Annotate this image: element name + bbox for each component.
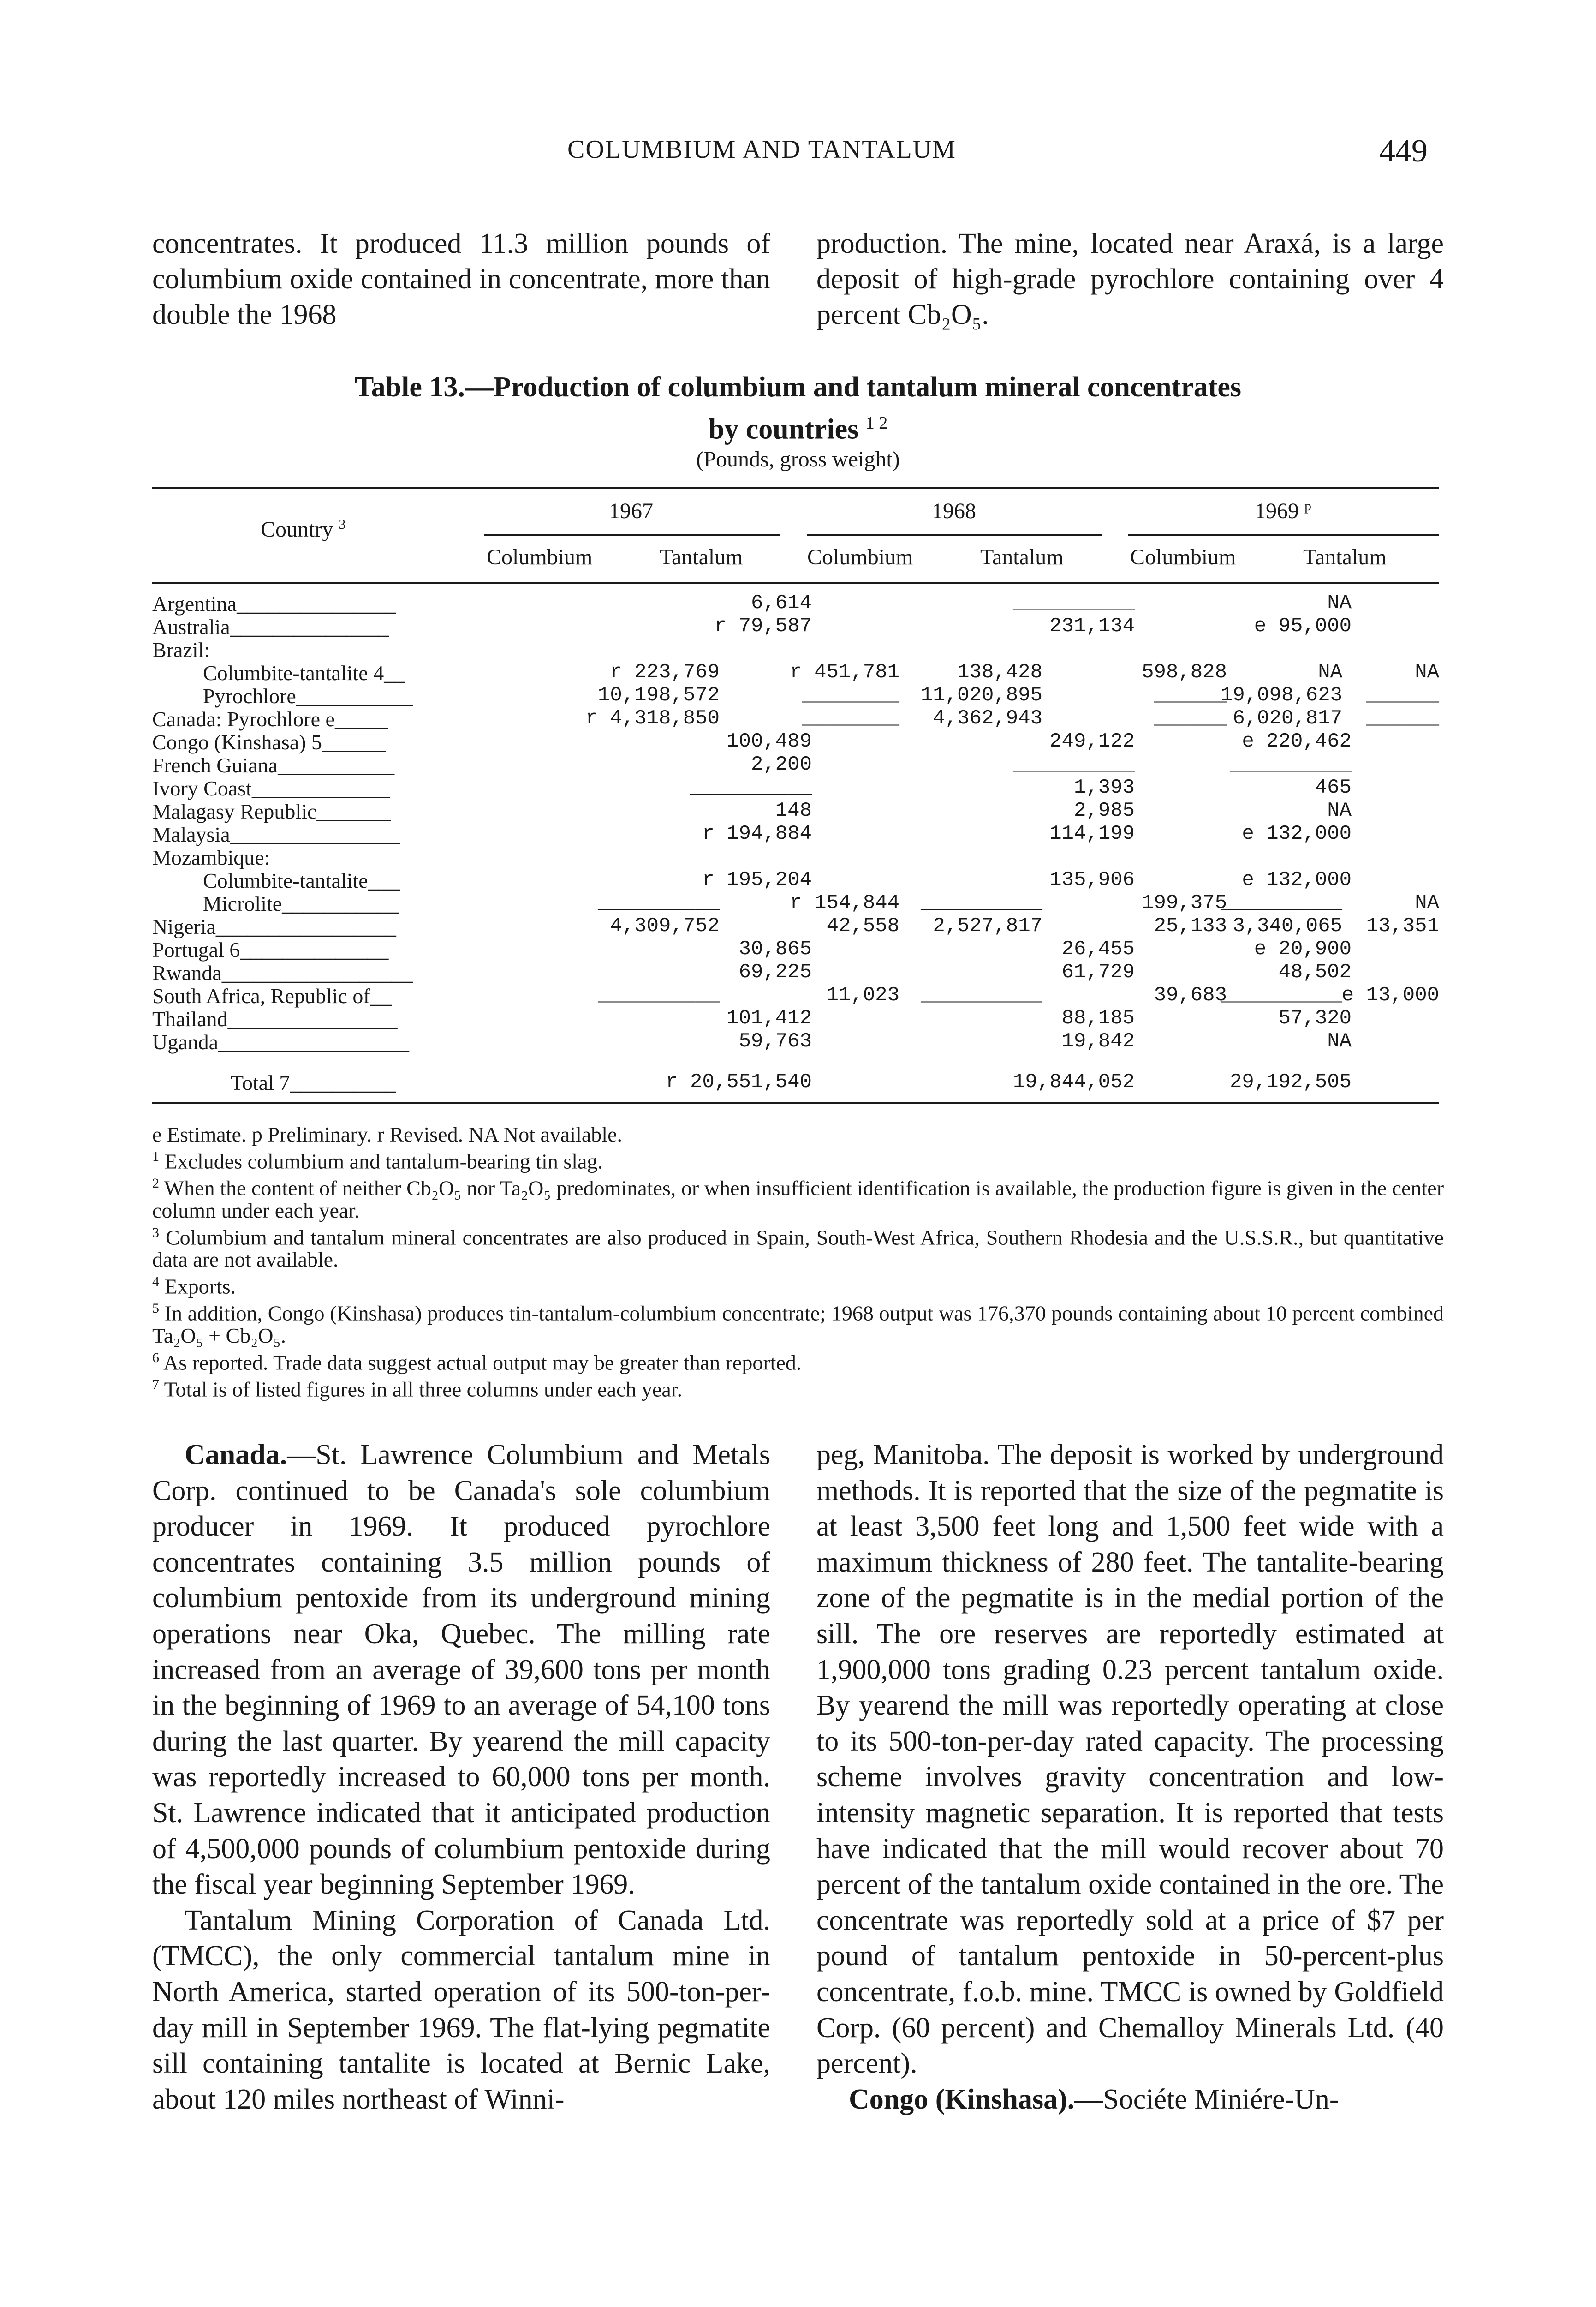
value-1968: 135,906	[1049, 868, 1135, 891]
year-header-1969	[1255, 498, 1311, 524]
table-title-line1: Table 13.—Production of columbium and tantalum mineral concentrates	[354, 371, 1242, 403]
table-row-thailand	[152, 1007, 1439, 1029]
value-1969: __________	[1229, 753, 1352, 776]
value-1968: 2,985	[1073, 799, 1135, 822]
table-title	[152, 369, 1444, 448]
year-1967-underline	[484, 534, 780, 536]
value-1968: 19,842	[1061, 1030, 1135, 1053]
value-1967-tantalum: 42,558	[826, 914, 899, 938]
value-1969: NA	[1327, 1030, 1352, 1053]
table-row-brazil-columbite-tantalite	[152, 661, 1439, 683]
value-1969-columbium: 3,340,065	[1233, 914, 1342, 938]
table-row-mozambique	[152, 845, 1439, 867]
value-1969-tantalum: ______	[1366, 707, 1439, 730]
value-1969: NA	[1327, 799, 1352, 822]
value-1967: __________	[690, 776, 812, 799]
subheader-columbium-1969: Columbium	[1130, 545, 1236, 569]
table-row-ivory-coast	[152, 776, 1439, 798]
value-1967-columbium: r 223,769	[610, 661, 720, 684]
value-1967: 59,763	[738, 1030, 812, 1053]
table-top-rule	[152, 487, 1439, 489]
paragraph-tmcc: Tantalum Mining Corporation of Canada Ltd. (TMCC), the only commercial tantalum mine in North America, started operation of its 500-ton-per-day mill in September 1969. The flat-lying pegmatite sill containing tantalite is located at Bernic Lake, about 120 miles northeast of Winni-	[152, 1904, 770, 2115]
value-1967: 2,200	[750, 753, 812, 776]
table-title-line2-text: by countries	[708, 413, 859, 445]
intro-left-column: concentrates. It produced 11.3 million pounds of columbium oxide contained in concentrate, more than double the 1968	[152, 228, 770, 330]
row-label: Malagasy Republic_______	[152, 800, 391, 823]
year-1968-underline	[807, 534, 1102, 536]
value-1967: r 194,884	[702, 822, 812, 845]
value-1967-columbium: 10,198,572	[597, 684, 720, 707]
value-1969-columbium: __________	[1220, 891, 1342, 914]
value-1968: 26,455	[1061, 938, 1135, 961]
row-label: Thailand________________	[152, 1007, 398, 1031]
value-1968-columbium: __________	[920, 984, 1042, 1007]
row-label: South Africa, Republic of__	[152, 984, 392, 1008]
value-1968: 61,729	[1061, 961, 1135, 984]
table-row-mozambique-columbite-tantalite	[152, 868, 1439, 891]
body-left-column	[152, 1437, 770, 2117]
table-row-nigeria	[152, 914, 1439, 937]
footnote-1-text: Excludes columbium and tantalum-bearing tin slag.	[164, 1149, 603, 1173]
footnote-legend: e Estimate. p Preliminary. r Revised. NA Not available.	[152, 1123, 622, 1146]
row-label: Brazil:	[152, 638, 210, 662]
row-label: Columbite-tantalite 4__	[203, 661, 405, 685]
footnote-4-text: Exports.	[164, 1274, 236, 1298]
table-row-uganda	[152, 1030, 1439, 1052]
row-label: Columbite-tantalite___	[203, 869, 400, 892]
footnote-4: $^4$ Exports.	[152, 1273, 236, 1298]
value-1968-tantalum: 25,133	[1154, 914, 1227, 938]
table-header-rule	[152, 582, 1439, 584]
value-1969-tantalum: ______	[1366, 684, 1439, 707]
value-1968-tantalum: 598,828	[1142, 661, 1227, 684]
value-1967: r 79,587	[714, 615, 812, 638]
value-1968-tantalum: 199,375	[1142, 891, 1227, 914]
column-header-country	[261, 517, 345, 542]
value-1967: r 195,204	[702, 868, 812, 891]
table-row-malagasy-republic	[152, 799, 1439, 821]
row-label: Congo (Kinshasa) 5______	[152, 730, 386, 754]
value-1967: 69,225	[738, 961, 812, 984]
value-1967-tantalum: r 154,844	[790, 891, 899, 914]
value-1969-columbium: __________	[1220, 984, 1342, 1007]
row-label: Malaysia________________	[152, 823, 400, 846]
value-1967: 100,489	[727, 730, 812, 753]
column-header-country-sup: 3	[339, 517, 346, 532]
value-1969-columbium: 6,020,817	[1233, 707, 1342, 730]
value-1968-columbium: 138,428	[957, 661, 1042, 684]
table-title-footnote-refs: 1 2	[865, 413, 888, 433]
value-1968-columbium: 2,527,817	[933, 914, 1042, 938]
footnote-6-text: As reported. Trade data suggest actual output may be greater than reported.	[163, 1350, 802, 1374]
value-1967-columbium: __________	[597, 984, 720, 1007]
table-footnotes	[152, 1124, 1444, 1400]
value-1968-tantalum: 39,683	[1154, 984, 1227, 1007]
row-label: Rwanda__________________	[152, 961, 413, 985]
value-1968: 249,122	[1049, 730, 1135, 753]
value-1969: 57,320	[1278, 1007, 1352, 1030]
table-row-malaysia	[152, 822, 1439, 844]
value-1968: __________	[1012, 753, 1135, 776]
table-row-canada-pyrochlore	[152, 707, 1439, 729]
table-bottom-rule	[152, 1102, 1439, 1104]
footnote-6: $^6$ As reported. Trade data suggest actual output may be greater than reported.	[152, 1350, 802, 1374]
value-1969-tantalum: 13,351	[1366, 914, 1439, 938]
table-row-portugal	[152, 938, 1439, 960]
value-1969-columbium: NA	[1318, 661, 1342, 684]
value-1968: 114,199	[1049, 822, 1135, 845]
row-label: Canada: Pyrochlore e_____	[152, 707, 388, 731]
year-header-1969-text: 1969	[1255, 499, 1299, 523]
footnote-3-text: Columbium and tantalum mineral concentrates are also produced in Spain, South-West Africa, Southern Rhodesia and the U.S.S.R., but quantitative data are not available.	[152, 1225, 1444, 1271]
value-1969-columbium: 19,098,623	[1220, 684, 1342, 707]
canada-heading: Canada.	[185, 1439, 287, 1470]
table-title-line2	[152, 405, 1444, 448]
table-row-congo-kinshasa	[152, 730, 1439, 752]
value-1967-columbium: __________	[597, 891, 720, 914]
value-1968-tantalum: ______	[1154, 684, 1227, 707]
canada-text: —St. Lawrence Columbium and Metals Corp. continued to be Canada's sole columbium producer in 1969. It produced pyrochlore concentrates containing 3.5 million pounds of columbium pentoxide from its underground mining operations near Oka, Quebec. The milling rate increased from an average of 39,600 tons per month in the beginning of 1969 to an average of 54,100 tons during the last quarter. By yearend the mill capacity was reportedly increased to 60,000 tons per month. St. Lawrence indicated that it anticipated production of 4,500,000 pounds of columbium pentoxide during the fiscal year beginning September 1969.	[152, 1439, 770, 1901]
value-1969: e 132,000	[1242, 822, 1352, 845]
value-1968: 231,134	[1049, 615, 1135, 638]
value-1969: e 132,000	[1242, 868, 1352, 891]
value-1967: 30,865	[738, 938, 812, 961]
table-row-total	[152, 1070, 1439, 1093]
year-header-1969-sup: p	[1304, 498, 1311, 514]
row-label: Nigeria_________________	[152, 915, 396, 938]
value-1969-tantalum: NA	[1415, 891, 1439, 914]
row-label: Australia_______________	[152, 615, 389, 639]
subheader-columbium-1968: Columbium	[807, 545, 913, 569]
table-unit: (Pounds, gross weight)	[696, 447, 900, 472]
footnote-5: $^5$ In addition, Congo (Kinshasa) produces tin-tantalum-columbium concentrate; 1968 output was 176,370 pounds containing about 10 percent combined Ta₂O₅ + Cb₂O₅.	[152, 1301, 1444, 1347]
value-1968: 88,185	[1061, 1007, 1135, 1030]
column-header-country-text: Country	[261, 517, 333, 542]
paragraph-canada	[152, 1437, 770, 1903]
value-1968-columbium: 11,020,895	[920, 684, 1042, 707]
paragraph-tmcc-continued: peg, Manitoba. The deposit is worked by underground methods. It is reported that the size of the pegmatite is at least 3,500 feet long and 1,500 feet wide with a maximum thickness of 280 feet. The tantalite-bearing zone of the pegmatite is in the medial portion of the sill. The ore reserves are reportedly estimated at 1,900,000 tons grading 0.23 percent tantalum oxide. By yearend the mill was reportedly operating at close to its 500-ton-per-day rated capacity. The processing scheme involves gravity concentration and low-intensity magnetic separation. It is reported that tests have indicated that the mill would recover about 70 percent of the tantalum oxide contained in the ore. The concentrate was reportedly sold at a price of $7 per pound of tantalum pentoxide in 50-percent-plus concentrate, f.o.b. mine. TMCC is owned by Goldfield Corp. (60 percent) and Chemalloy Minerals Ltd. (40 percent).	[816, 1439, 1444, 2080]
row-label: Mozambique:	[152, 846, 270, 869]
value-1968-tantalum: ______	[1154, 707, 1227, 730]
value-1968: 19,844,052	[1012, 1070, 1135, 1094]
year-header-1967: 1967	[609, 499, 653, 523]
table-row-mozambique-microlite	[152, 891, 1439, 914]
table-row-australia	[152, 615, 1439, 637]
year-header-1968: 1968	[932, 499, 976, 523]
congo-text: —Sociéte Miniére-Un-	[1074, 2083, 1339, 2115]
table-row-south-africa	[152, 984, 1439, 1006]
table-row-argentina	[152, 592, 1439, 614]
footnote-3: $^3$ Columbium and tantalum mineral concentrates are also produced in Spain, South-West Africa, Southern Rhodesia and the U.S.S.R., but quantitative data are not available.	[152, 1225, 1444, 1271]
footnote-1: $^1$ Excludes columbium and tantalum-bearing tin slag.	[152, 1149, 603, 1173]
value-1968: 1,393	[1073, 776, 1135, 799]
body-right-column	[816, 1437, 1444, 2117]
value-1967: 148	[775, 799, 812, 822]
value-1969: 48,502	[1278, 961, 1352, 984]
row-label: Uganda__________________	[152, 1030, 410, 1054]
footnote-2-text: When the content of neither Cb₂O₅ nor Ta₂O₅ predominates, or when insufficient identification is available, the production figure is given in the center column under each year.	[152, 1176, 1444, 1222]
page-number: 449	[1379, 133, 1428, 169]
row-label: Portugal 6______________	[152, 938, 389, 962]
value-1967-tantalum: r 451,781	[790, 661, 899, 684]
value-1969: 465	[1315, 776, 1352, 799]
value-1969: e 20,900	[1254, 938, 1352, 961]
subheader-tantalum-1967: Tantalum	[660, 545, 743, 569]
value-1969: e 95,000	[1254, 615, 1352, 638]
row-label: Ivory Coast_____________	[152, 777, 390, 800]
paragraph-congo	[816, 2082, 1444, 2118]
running-title: COLUMBIUM AND TANTALUM	[567, 135, 956, 164]
value-1967: r 20,551,540	[666, 1070, 812, 1094]
value-1967-columbium: r 4,318,850	[585, 707, 720, 730]
table-row-rwanda	[152, 961, 1439, 983]
row-label: Microlite___________	[203, 892, 399, 915]
value-1967-tantalum: ________	[802, 707, 899, 730]
year-1969-underline	[1128, 534, 1439, 536]
value-1968-columbium: __________	[920, 891, 1042, 914]
value-1969: 29,192,505	[1229, 1070, 1352, 1094]
subheader-tantalum-1969: Tantalum	[1303, 545, 1387, 569]
value-1969-tantalum: NA	[1415, 661, 1439, 684]
value-1967-tantalum: ________	[802, 684, 899, 707]
value-1967: 101,412	[727, 1007, 812, 1030]
value-1967-tantalum: 11,023	[826, 984, 899, 1007]
footnote-5-text: In addition, Congo (Kinshasa) produces tin-tantalum-columbium concentrate; 1968 output was 176,370 pounds containing about 10 percent combined Ta₂O₅ + Cb₂O₅.	[152, 1301, 1444, 1347]
subheader-tantalum-1968: Tantalum	[980, 545, 1064, 569]
footnote-7: $^7$ Total is of listed figures in all three columns under each year.	[152, 1376, 683, 1401]
value-1969-tantalum: e 13,000	[1341, 984, 1439, 1007]
value-1967: 6,614	[750, 592, 812, 615]
subheader-columbium-1967: Columbium	[487, 545, 593, 569]
congo-heading: Congo (Kinshasa).	[849, 2083, 1075, 2115]
intro-right-column: production. The mine, located near Araxá, is a large deposit of high-grade pyrochlore containing over 4 percent Cb₂O₅.	[816, 228, 1444, 330]
value-1969: e 220,462	[1242, 730, 1352, 753]
row-label: French Guiana___________	[152, 753, 395, 777]
value-1969: NA	[1327, 592, 1352, 615]
footnote-2: $^2$ When the content of neither Cb₂O₅ nor Ta₂O₅ predominates, or when insufficient identification is available, the production figure is given in the center column under each year.	[152, 1176, 1444, 1222]
value-1968-columbium: 4,362,943	[933, 707, 1042, 730]
value-1968: __________	[1012, 592, 1135, 615]
table-row-brazil	[152, 638, 1439, 660]
row-label: Pyrochlore___________	[203, 684, 413, 708]
table-row-french-guiana	[152, 753, 1439, 775]
row-label: Argentina_______________	[152, 592, 396, 616]
footnote-7-text: Total is of listed figures in all three columns under each year.	[164, 1377, 683, 1401]
value-1967-columbium: 4,309,752	[610, 914, 720, 938]
table-row-brazil-pyrochlore	[152, 684, 1439, 706]
row-label: Total 7__________	[231, 1071, 396, 1094]
